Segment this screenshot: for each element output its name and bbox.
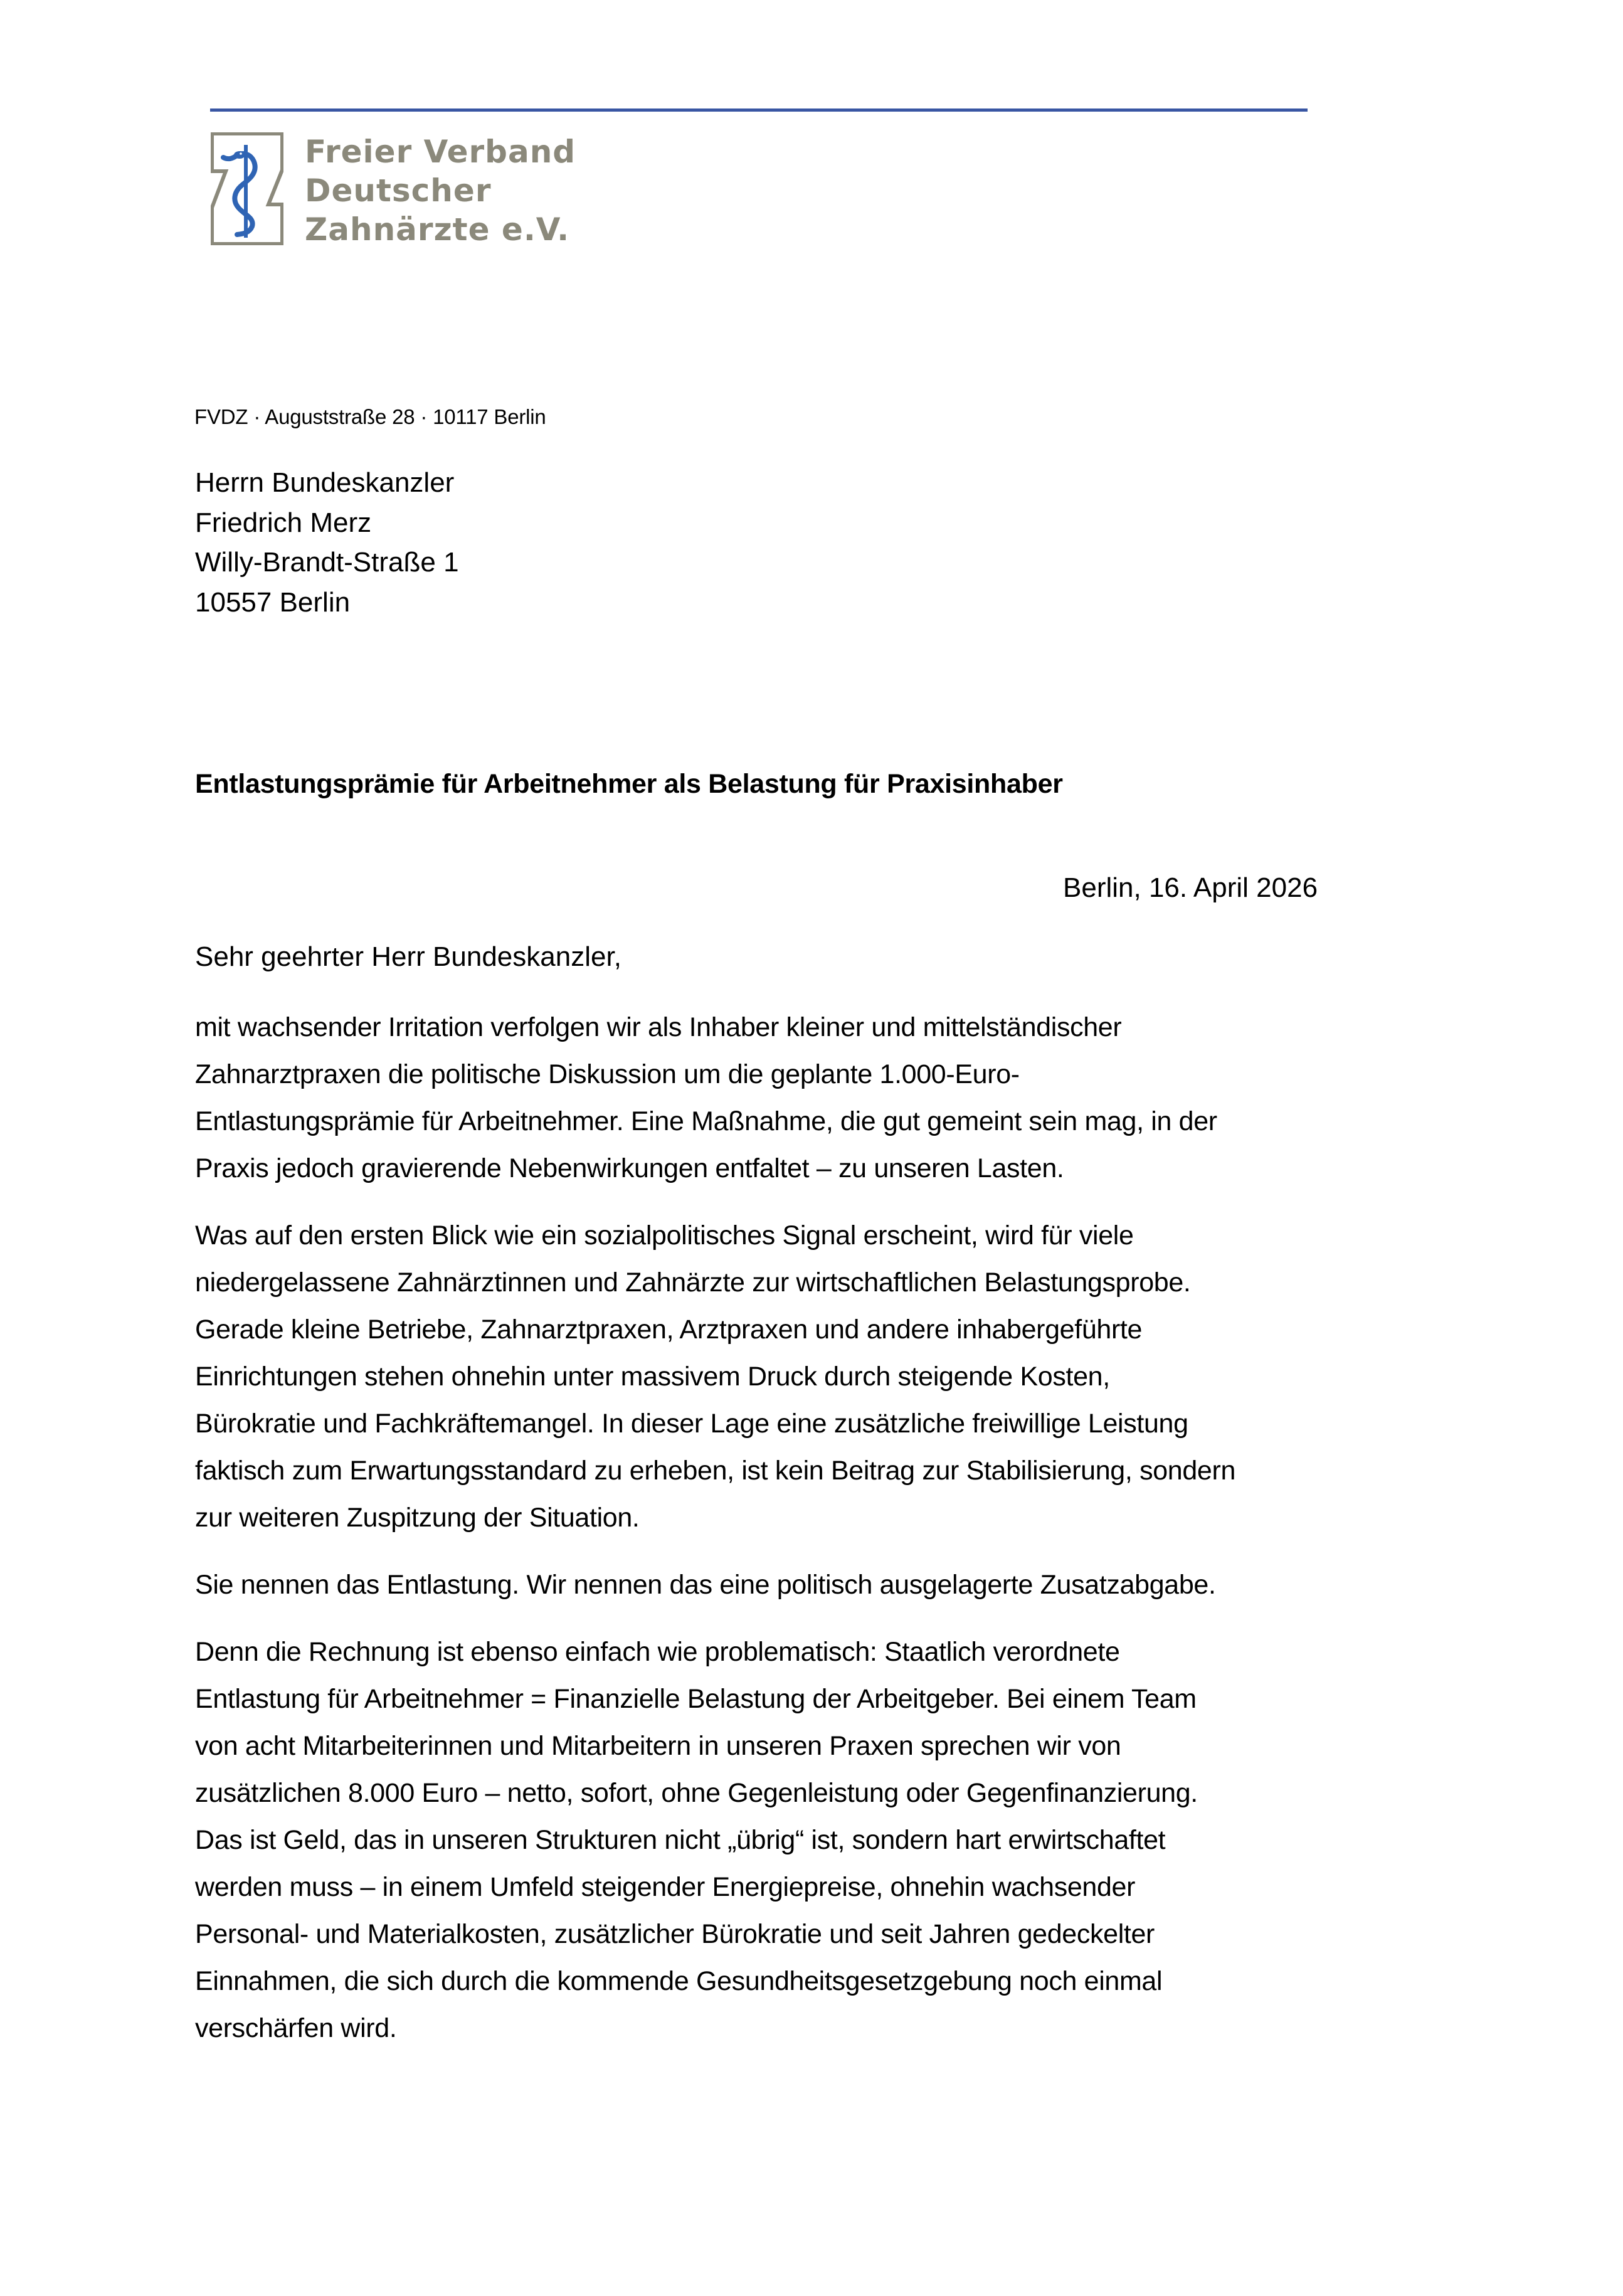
text-line: Personal- und Materialkosten, zusätzlicher Bürokratie und seit Jahren gedeckelter — [195, 1919, 1155, 1949]
logo-line: Zahnärzte e.V. — [305, 211, 570, 248]
recipient-line: Herrn Bundeskanzler — [195, 467, 455, 498]
text-line: verschärfen wird. — [195, 2013, 397, 2043]
recipient-address — [195, 463, 459, 622]
organization-logo — [211, 132, 600, 248]
staff-of-asclepius-icon — [211, 132, 283, 245]
text-line: zur weiteren Zuspitzung der Situation. — [195, 1503, 640, 1533]
sender-return-address: FVDZ · Auguststraße 28 · 10117 Berlin — [194, 405, 546, 428]
text-line: Entlastung für Arbeitnehmer = Finanzielle Belastung der Arbeitgeber. Bei einem Team — [195, 1684, 1197, 1714]
body-paragraph — [195, 1004, 1462, 1192]
recipient-line: 10557 Berlin — [195, 586, 351, 618]
logo-wordmark — [305, 132, 576, 249]
logo-line: Freier Verband — [305, 134, 576, 170]
text-line: zusätzlichen 8.000 Euro – netto, sofort, ohne Gegenleistung oder Gegenfinanzierung. — [195, 1778, 1198, 1808]
text-line: Denn die Rechnung ist ebenso einfach wie problematisch: Staatlich verordnete — [195, 1637, 1120, 1667]
text-line: mit wachsender Irritation verfolgen wir als Inhaber kleiner und mittelständischer — [195, 1012, 1122, 1042]
text-line: faktisch zum Erwartungsstandard zu erheben, ist kein Beitrag zur Stabilisierung, sondern — [195, 1456, 1236, 1486]
text-line: Einnahmen, die sich durch die kommende Gesundheitsgesetzgebung noch einmal — [195, 1966, 1163, 1996]
logo-line: Deutscher — [305, 172, 492, 209]
body-paragraph — [195, 1629, 1462, 2052]
body-paragraph — [195, 1212, 1462, 1542]
letter-salutation: Sehr geehrter Herr Bundeskanzler, — [195, 941, 621, 972]
body-paragraph — [195, 1562, 1462, 1609]
letter-body — [195, 1004, 1462, 2072]
letter-date: Berlin, 16. April 2026 — [1063, 872, 1318, 903]
text-line: Zahnarztpraxen die politische Diskussion um die geplante 1.000-Euro- — [195, 1059, 1020, 1089]
recipient-line: Friedrich Merz — [195, 507, 372, 538]
header-rule — [210, 108, 1308, 112]
text-line: Einrichtungen stehen ohnehin unter massivem Druck durch steigende Kosten, — [195, 1362, 1110, 1392]
text-line: Das ist Geld, das in unseren Strukturen nicht „übrig“ ist, sondern hart erwirtschaftet — [195, 1825, 1166, 1855]
recipient-line: Willy-Brandt-Straße 1 — [195, 547, 459, 578]
text-line: Praxis jedoch gravierende Nebenwirkungen entfaltet – zu unseren Lasten. — [195, 1153, 1064, 1183]
text-line: niedergelassene Zahnärztinnen und Zahnärzte zur wirtschaftlichen Belastungsprobe. — [195, 1267, 1191, 1298]
text-line: Entlastungsprämie für Arbeitnehmer. Eine Maßnahme, die gut gemeint sein mag, in der — [195, 1106, 1217, 1136]
letter-subject: Entlastungsprämie für Arbeitnehmer als Belastung für Praxisinhaber — [195, 769, 1063, 799]
text-line: Gerade kleine Betriebe, Zahnarztpraxen, Arztpraxen und andere inhabergeführte — [195, 1315, 1143, 1345]
text-line: Bürokratie und Fachkräftemangel. In dieser Lage eine zusätzliche freiwillige Leistung — [195, 1409, 1188, 1439]
text-line: werden muss – in einem Umfeld steigender Energiepreise, ohnehin wachsender — [195, 1872, 1136, 1902]
text-line: von acht Mitarbeiterinnen und Mitarbeitern in unseren Praxen sprechen wir von — [195, 1731, 1121, 1761]
text-line: Was auf den ersten Blick wie ein sozialpolitisches Signal erscheint, wird für viele — [195, 1220, 1134, 1251]
text-line: Sie nennen das Entlastung. Wir nennen das eine politisch ausgelagerte Zusatzabgabe. — [195, 1570, 1216, 1600]
